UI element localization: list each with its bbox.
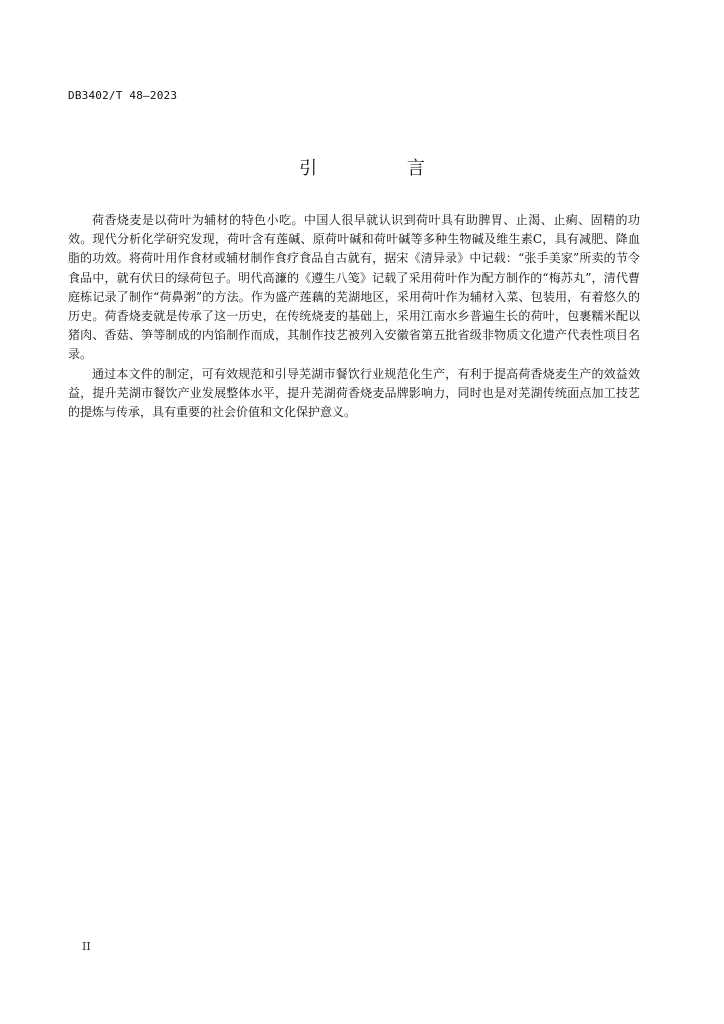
document-code: DB3402/T 48—2023 <box>68 89 178 102</box>
paragraph: 荷香烧麦是以荷叶为辅材的特色小吃。中国人很早就认识到荷叶具有助脾胃、止渴、止痢、固精的功效。现代分析化学研究发现，荷叶含有莲碱、原荷叶碱和荷叶碱等多种生物碱及维生素C，具有减肥、降血脂的功效。将荷叶用作食材或辅材制作食疗食品自古就有，据宋《清异录》中记载：“张手美家”所卖的节令食品中，就有伏日的绿荷包子。明代高濂的《遵生八笺》记载了采用荷叶作为配方制作的“梅苏丸”，清代曹庭栋记录了制作“荷鼻粥”的方法。作为盛产莲藕的芜湖地区，采用荷叶作为辅材入菜、包装用，有着悠久的历史。荷香烧麦就是传承了这一历史，在传统烧麦的基础上，采用江南水乡普遍生长的荷叶，包裹糯米配以猪肉、香菇、笋等制成的内馅制作而成，其制作技艺被列入安徽省第五批省级非物质文化遗产代表性项目名录。 <box>68 213 640 362</box>
body-text <box>68 211 640 422</box>
page-number: II <box>82 940 91 953</box>
page-title: 引 言 <box>299 158 467 179</box>
paragraph: 通过本文件的制定，可有效规范和引导芜湖市餐饮行业规范化生产，有利于提高荷香烧麦生产的效益效益，提升芜湖市餐饮产业发展整体水平，提升芜湖荷香烧麦品牌影响力，同时也是对芜湖传统面点加工技艺的提炼与传承，具有重要的社会价值和文化保护意义。 <box>68 366 640 420</box>
